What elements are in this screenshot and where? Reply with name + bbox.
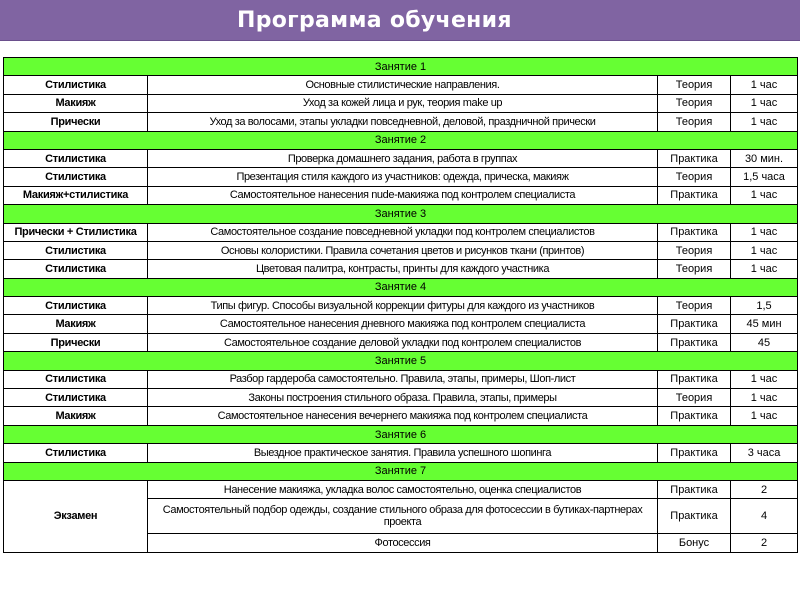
description-cell: Самостоятельное нанесения дневного макияжа под контролем специалиста	[148, 315, 658, 333]
type-cell: Практика	[658, 333, 731, 351]
description-cell: Самостоятельный подбор одежды, создание стильного образа для фотосессии в бутиках-партнерах проекта	[148, 499, 658, 534]
page-title: Программа обучения	[237, 7, 512, 33]
table-row	[4, 444, 798, 462]
duration-cell: 4	[731, 499, 798, 534]
description-cell: Самостоятельное нанесения вечернего макияжа под контролем специалиста	[148, 407, 658, 425]
subject-cell: Стилистика	[4, 76, 148, 94]
description-cell: Уход за волосами, этапы укладки повседневной, деловой, праздничной прически	[148, 113, 658, 131]
table-row	[4, 480, 798, 498]
type-cell: Бонус	[658, 534, 731, 552]
description-cell: Уход за кожей лица и рук, теория make up	[148, 94, 658, 112]
exam-subject-cell: Экзамен	[4, 480, 148, 552]
title-bar	[0, 0, 800, 41]
type-cell: Практика	[658, 370, 731, 388]
session-header-row	[4, 278, 798, 296]
program-table	[3, 57, 798, 553]
type-cell: Теория	[658, 94, 731, 112]
description-cell: Самостоятельное создание повседневной укладки под контролем специалистов	[148, 223, 658, 241]
duration-cell: 30 мин.	[731, 149, 798, 167]
type-cell: Практика	[658, 315, 731, 333]
table-row	[4, 94, 798, 112]
session-header-row	[4, 205, 798, 223]
duration-cell: 1 час	[731, 389, 798, 407]
duration-cell: 1 час	[731, 94, 798, 112]
type-cell: Практика	[658, 407, 731, 425]
subject-cell: Макияж+стилистика	[4, 186, 148, 204]
type-cell: Практика	[658, 186, 731, 204]
table-row	[4, 168, 798, 186]
table-row	[4, 223, 798, 241]
duration-cell: 1 час	[731, 370, 798, 388]
duration-cell: 1 час	[731, 186, 798, 204]
table-row	[4, 113, 798, 131]
type-cell: Теория	[658, 113, 731, 131]
subject-cell: Макияж	[4, 315, 148, 333]
subject-cell: Макияж	[4, 94, 148, 112]
table-row	[4, 315, 798, 333]
session-header-row	[4, 462, 798, 480]
description-cell: Презентация стиля каждого из участников: одежда, прическа, макияж	[148, 168, 658, 186]
duration-cell: 2	[731, 534, 798, 552]
session-header-row	[4, 352, 798, 370]
session-header: Занятие 3	[4, 205, 798, 223]
table-row	[4, 241, 798, 259]
session-header-row	[4, 131, 798, 149]
description-cell: Фотосессия	[148, 534, 658, 552]
description-cell: Самостоятельное создание деловой укладки под контролем специалистов	[148, 333, 658, 351]
subject-cell: Прически	[4, 333, 148, 351]
type-cell: Теория	[658, 76, 731, 94]
duration-cell: 3 часа	[731, 444, 798, 462]
table-row	[4, 149, 798, 167]
subject-cell: Прически + Стилистика	[4, 223, 148, 241]
duration-cell: 1 час	[731, 223, 798, 241]
type-cell: Теория	[658, 297, 731, 315]
subject-cell: Стилистика	[4, 370, 148, 388]
type-cell: Теория	[658, 168, 731, 186]
table-row	[4, 260, 798, 278]
type-cell: Практика	[658, 480, 731, 498]
subject-cell: Стилистика	[4, 260, 148, 278]
duration-cell: 1,5	[731, 297, 798, 315]
duration-cell: 1,5 часа	[731, 168, 798, 186]
session-header: Занятие 1	[4, 58, 798, 76]
subject-cell: Стилистика	[4, 389, 148, 407]
session-header: Занятие 5	[4, 352, 798, 370]
type-cell: Теория	[658, 389, 731, 407]
subject-cell: Стилистика	[4, 241, 148, 259]
description-cell: Основы колористики. Правила сочетания цветов и рисунков ткани (принтов)	[148, 241, 658, 259]
type-cell: Практика	[658, 444, 731, 462]
subject-cell: Прически	[4, 113, 148, 131]
description-cell: Законы построения стильного образа. Правила, этапы, примеры	[148, 389, 658, 407]
duration-cell: 1 час	[731, 76, 798, 94]
subject-cell: Стилистика	[4, 297, 148, 315]
session-header-row	[4, 58, 798, 76]
session-header-row	[4, 425, 798, 443]
table-row	[4, 186, 798, 204]
table-row	[4, 76, 798, 94]
session-header: Занятие 4	[4, 278, 798, 296]
subject-cell: Стилистика	[4, 444, 148, 462]
duration-cell: 1 час	[731, 407, 798, 425]
type-cell: Практика	[658, 223, 731, 241]
duration-cell: 1 час	[731, 241, 798, 259]
table-row	[4, 389, 798, 407]
description-cell: Нанесение макияжа, укладка волос самостоятельно, оценка специалистов	[148, 480, 658, 498]
duration-cell: 45	[731, 333, 798, 351]
description-cell: Самостоятельное нанесения nude-макияжа под контролем специалиста	[148, 186, 658, 204]
subject-cell: Стилистика	[4, 149, 148, 167]
duration-cell: 2	[731, 480, 798, 498]
duration-cell: 1 час	[731, 260, 798, 278]
program-table-body	[4, 58, 798, 553]
table-row	[4, 297, 798, 315]
type-cell: Практика	[658, 149, 731, 167]
duration-cell: 1 час	[731, 113, 798, 131]
session-header: Занятие 7	[4, 462, 798, 480]
session-header: Занятие 2	[4, 131, 798, 149]
description-cell: Разбор гардероба самостоятельно. Правила, этапы, примеры, Шоп-лист	[148, 370, 658, 388]
type-cell: Практика	[658, 499, 731, 534]
table-row	[4, 370, 798, 388]
description-cell: Выездное практическое занятия. Правила успешного шопинга	[148, 444, 658, 462]
table-row	[4, 407, 798, 425]
session-header: Занятие 6	[4, 425, 798, 443]
subject-cell: Стилистика	[4, 168, 148, 186]
description-cell: Цветовая палитра, контрасты, принты для каждого участника	[148, 260, 658, 278]
duration-cell: 45 мин	[731, 315, 798, 333]
description-cell: Основные стилистические направления.	[148, 76, 658, 94]
description-cell: Проверка домашнего задания, работа в группах	[148, 149, 658, 167]
description-cell: Типы фигур. Способы визуальной коррекции фитуры для каждого из участников	[148, 297, 658, 315]
type-cell: Теория	[658, 241, 731, 259]
subject-cell: Макияж	[4, 407, 148, 425]
type-cell: Теория	[658, 260, 731, 278]
table-row	[4, 333, 798, 351]
